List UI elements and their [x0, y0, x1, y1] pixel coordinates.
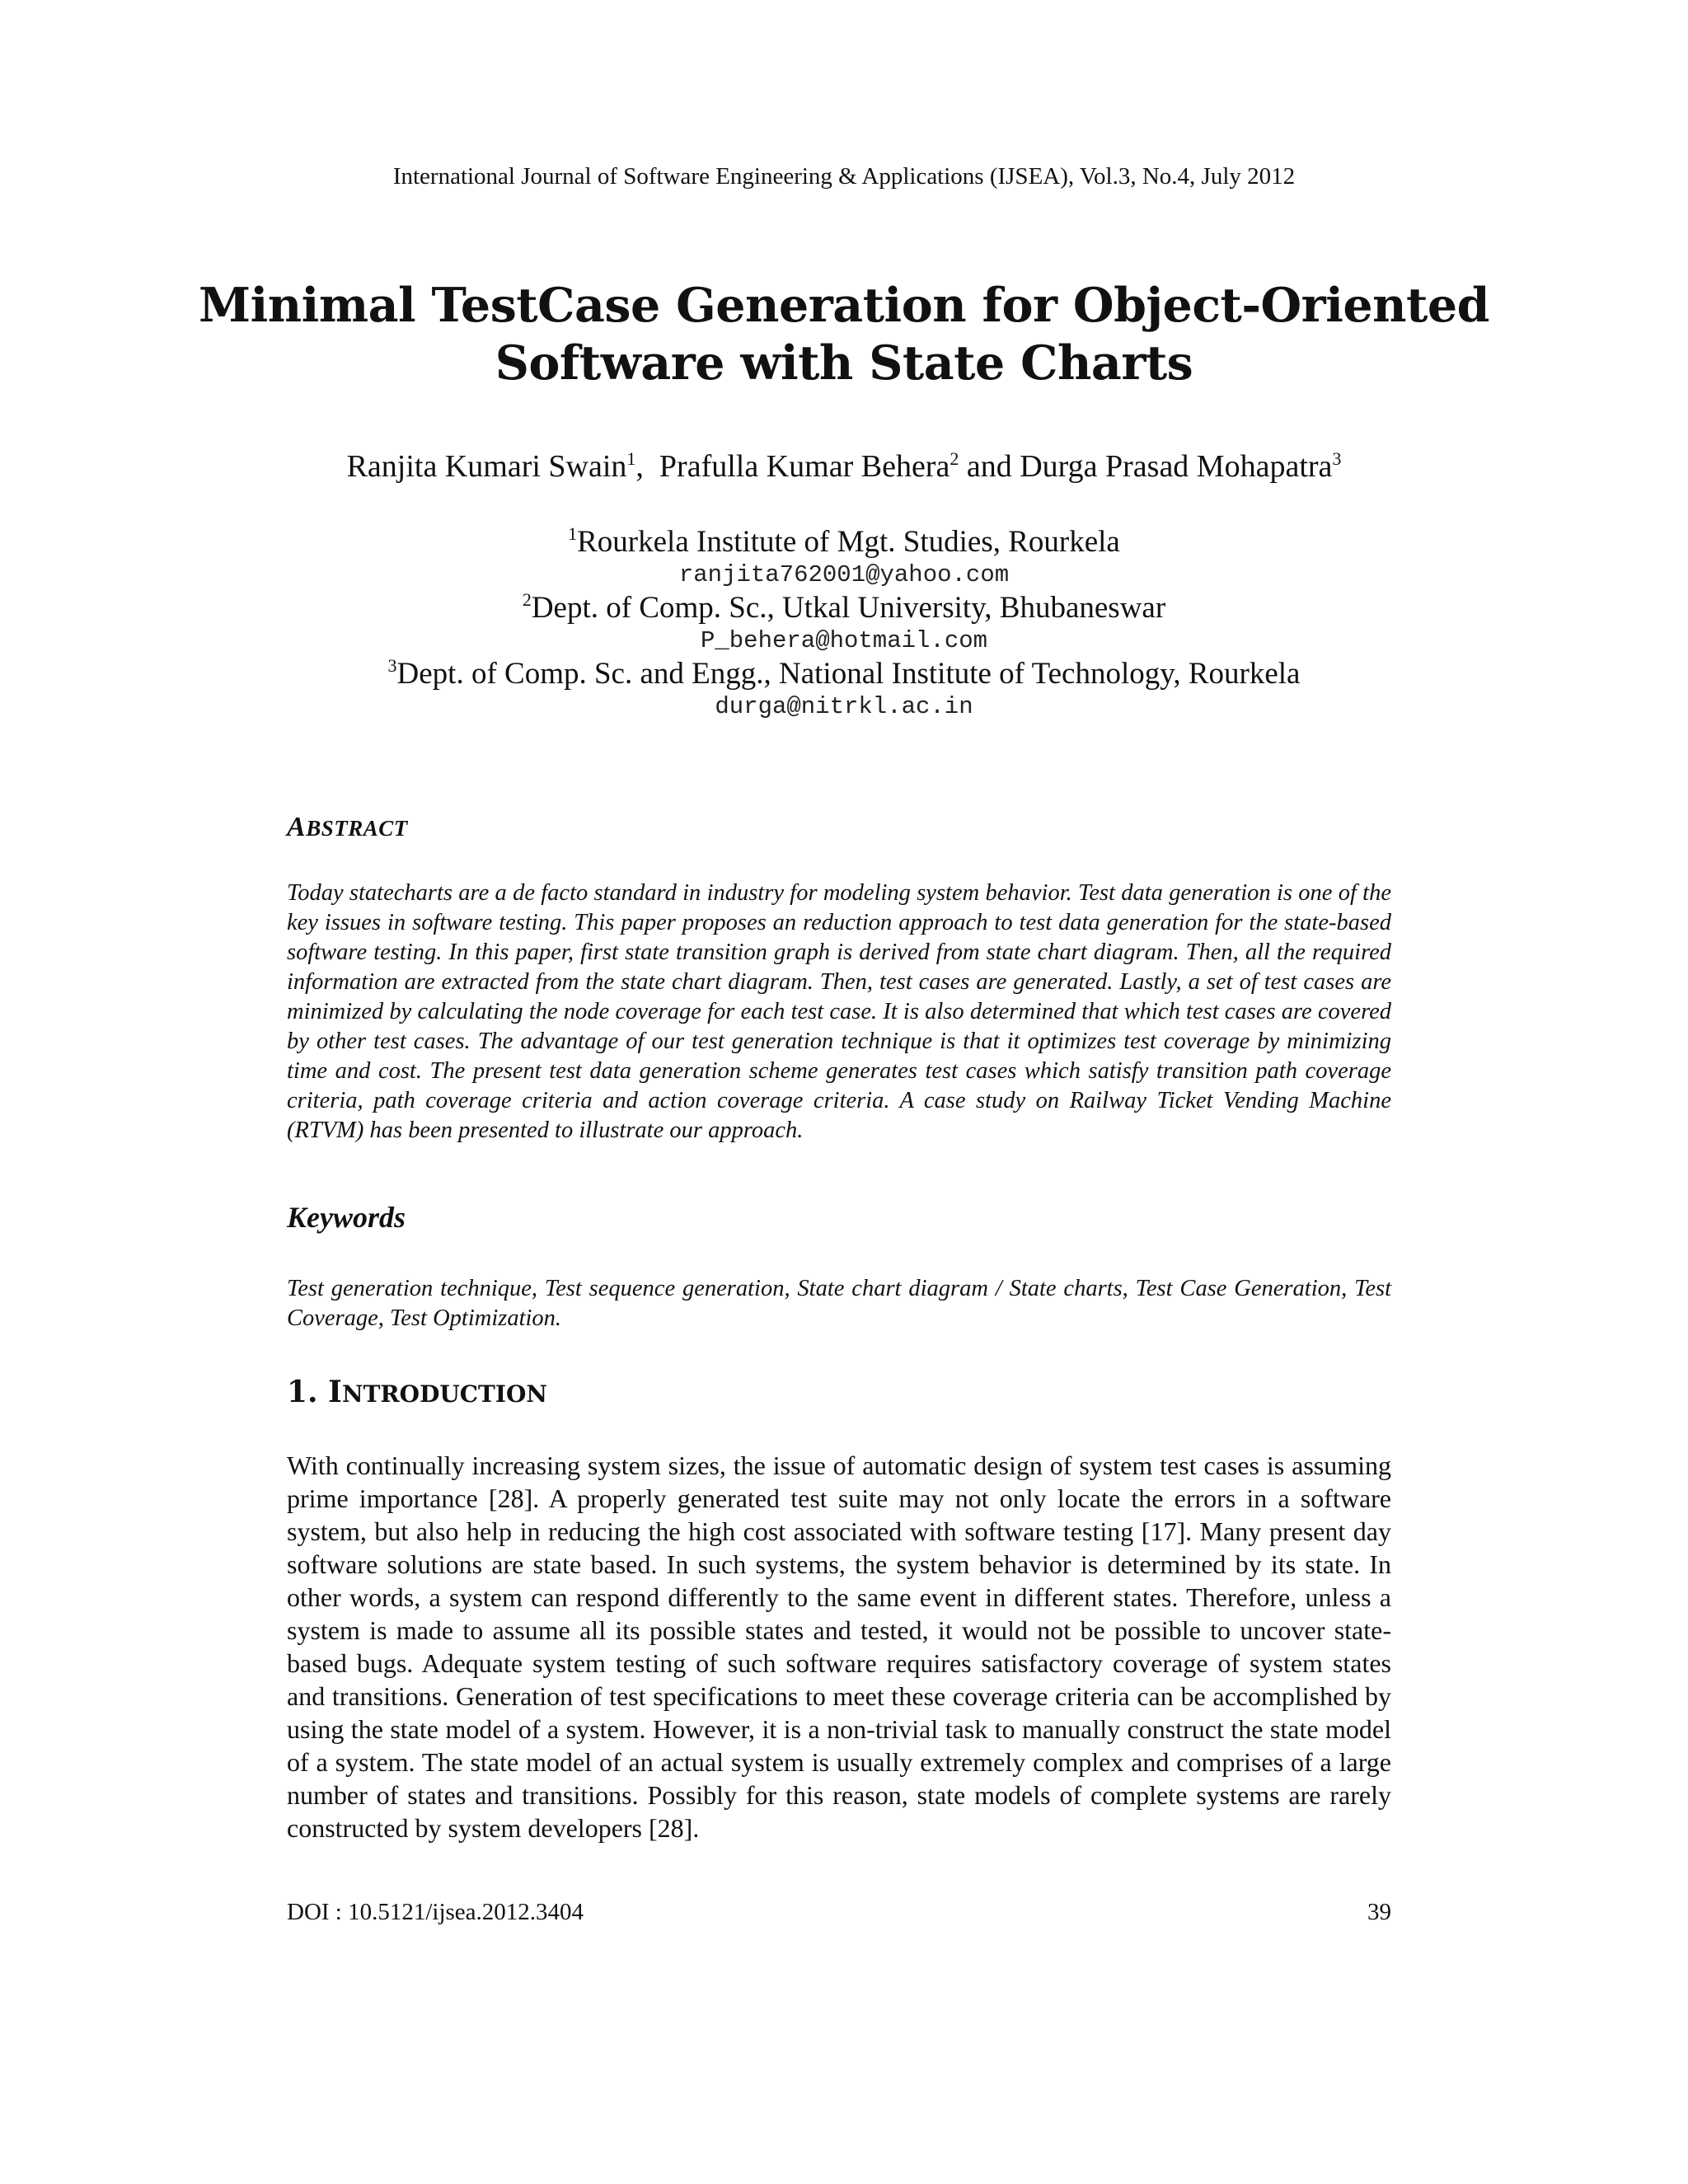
affiliation-name: Rourkela Institute of Mgt. Studies, Rourkela: [577, 525, 1120, 559]
author-affiliation-mark: 3: [1332, 448, 1342, 469]
affiliation-mark: 1: [568, 523, 578, 544]
author-separator: ,: [635, 449, 659, 484]
author-name: Ranjita Kumari Swain: [346, 449, 627, 484]
footer-doi: DOI : 10.5121/ijsea.2012.3404: [287, 1899, 584, 1925]
abstract-heading: ABSTRACT: [287, 812, 408, 842]
affiliation-mark: 3: [387, 655, 397, 676]
abstract-body: Today statecharts are a de facto standard in industry for modeling system behavior. Test data generation is one of the key issues in software testing. This paper proposes an reduction approach to test data generation for the state-based software testing. In this paper, first state transition graph is derived from state chart diagram. Then, all the required information are extracted from the state chart diagram. Then, test cases are generated. Lastly, a set of test cases are minimized by calculating the node coverage for each test case. It is also determined that which test cases are covered by other test cases. The advantage of our test generation technique is that it optimizes test coverage by minimizing time and cost. The present test data generation scheme generates test cases which satisfy transition path coverage criteria, path coverage criteria and action coverage criteria. A case study on Railway Ticket Vending Machine (RTVM) has been presented to illustrate our approach.: [287, 880, 1391, 1143]
paper-title-line-2: Software with State Charts: [495, 335, 1193, 391]
affiliation-email: ranjita762001@yahoo.com: [678, 561, 1010, 588]
paper-title: [165, 277, 1523, 392]
author-affiliation-mark: 1: [626, 448, 636, 469]
affiliation-1: [165, 524, 1523, 590]
affiliation-2: [165, 590, 1523, 656]
author-name: Prafulla Kumar Behera: [659, 449, 950, 484]
author-affiliation-mark: 2: [950, 448, 959, 469]
section-number: 1.: [287, 1375, 318, 1409]
introduction-body: With continually increasing system sizes, the issue of automatic design of system test cases is assuming prime importance [28]. A properly generated test suite may not only locate the errors in a software system, but also help in reducing the high cost associated with software testing [17]. Many present day software solutions are state based. In such systems, the system behavior is determined by its state. In other words, a system can respond differently to the same event in different states. Therefore, unless a system is made to assume all its possible states and tested, it would not be possible to uncover state-based bugs. Adequate system testing of such software requires satisfactory coverage of system states and transitions. Generation of test specifications to meet these coverage criteria can be accomplished by using the state model of a system. However, it is a non-trivial task to manually construct the state model of a system. The state model of an actual system is usually extremely complex and comprises of a large number of states and transitions. Possibly for this reason, state models of complete systems are rarely constructed by system developers [28].: [287, 1451, 1391, 1843]
keywords-body: Test generation technique, Test sequence generation, State chart diagram / State charts, Test Case Generation, Test Coverage, Test Optimization.: [287, 1276, 1391, 1331]
affiliation-email: durga@nitrkl.ac.in: [715, 693, 973, 720]
affiliation-name: Dept. of Comp. Sc., Utkal University, Bhubaneswar: [531, 591, 1166, 625]
section-heading-introduction: 1. INTRODUCTION: [287, 1375, 547, 1409]
affiliation-3: [165, 656, 1523, 722]
keywords-heading: Keywords: [287, 1201, 406, 1234]
affiliation-name: Dept. of Comp. Sc. and Engg., National Institute of Technology, Rourkela: [396, 657, 1301, 691]
journal-running-header: International Journal of Software Engineering & Applications (IJSEA), Vol.3, No.4, July 2012: [392, 163, 1296, 190]
author-list: [165, 447, 1523, 486]
author-separator: and: [959, 449, 1020, 484]
affiliation-mark: 2: [522, 589, 532, 610]
page-number: 39: [1367, 1899, 1391, 1925]
affiliation-email: P_behera@hotmail.com: [700, 627, 988, 654]
paper-title-line-1: Minimal TestCase Generation for Object-Oriented: [198, 278, 1490, 333]
author-name: Durga Prasad Mohapatra: [1020, 449, 1333, 484]
